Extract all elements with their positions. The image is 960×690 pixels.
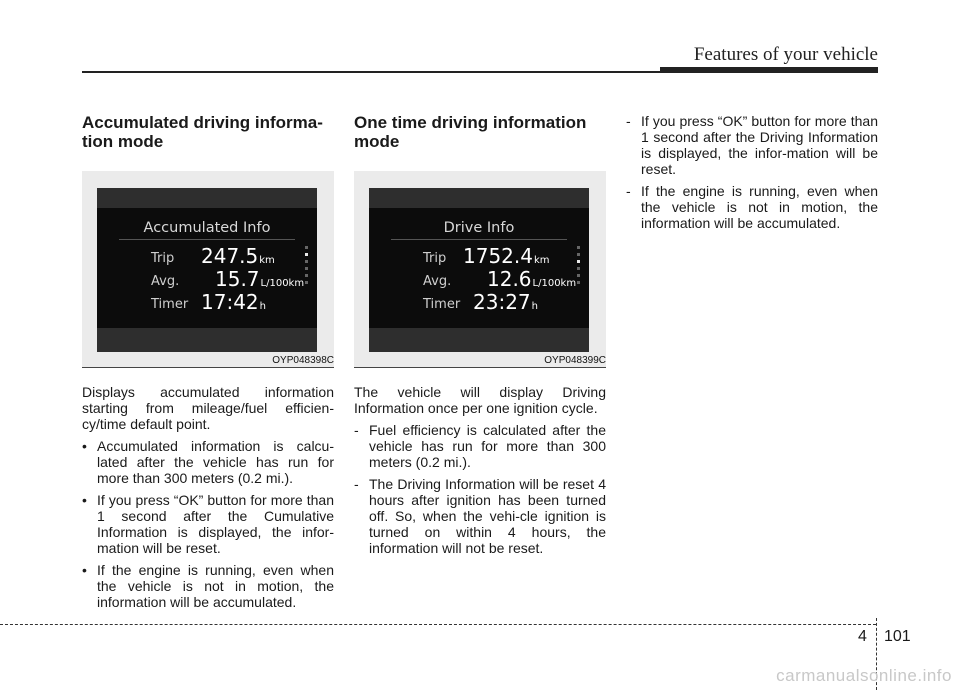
list-item: - The Driving Information will be reset 4 hours after ignition has been turned off. So, when the vehi-cle ignition is turned on within 4 hours, the information will not be reset. — [354, 476, 606, 556]
section-heading-accumulated: Accumulated driving informa- tion mode — [82, 113, 323, 151]
page-header-title: Features of your vehicle — [693, 44, 878, 65]
column-one-time — [354, 113, 606, 562]
screen-value: 23:27h — [473, 290, 538, 314]
screen-divider — [119, 239, 295, 240]
screen-label: Trip — [151, 251, 175, 266]
screen-row-trip — [369, 244, 589, 268]
bullet-list — [82, 438, 334, 610]
column-accumulated — [82, 113, 334, 616]
chapter-number: 4 — [858, 628, 867, 645]
footer-rule — [0, 624, 876, 625]
header-rule-accent — [660, 67, 878, 73]
screen-title: Drive Info — [443, 220, 515, 236]
page-indicator-dots — [305, 246, 309, 296]
page-indicator-dots — [577, 246, 581, 296]
section-heading-one-time: One time driving information mode — [354, 113, 587, 151]
figure-code: OYP048399C — [544, 355, 606, 366]
body-paragraph: The vehicle will display Driving Information once per one ignition cycle. — [354, 384, 606, 416]
cluster-screen-accumulated — [97, 188, 317, 352]
screen-row-avg — [369, 267, 589, 291]
screen-value: 247.5km — [201, 244, 275, 268]
body-paragraph: Displays accumulated information starting from mileage/fuel efficien-cy/time default point. — [82, 384, 334, 432]
cluster-screen-drive — [369, 188, 589, 352]
list-item: - If you press “OK” button for more than 1 second after the Driving Information is displayed, the infor-mation will be reset. — [626, 113, 878, 177]
screen-label: Avg. — [423, 274, 452, 289]
screen-value: 15.7L/100km — [215, 267, 305, 291]
list-item: - If the engine is running, even when the vehicle is not in motion, the information will be accumulated. — [626, 183, 878, 231]
list-item: • If you press “OK” button for more than 1 second after the Cumulative Information is displayed, the infor-mation will be reset. — [82, 492, 334, 556]
screen-label: Avg. — [151, 274, 180, 289]
header-rule — [82, 71, 660, 73]
screen-row-timer — [97, 290, 317, 314]
list-item: - Fuel efficiency is calculated after the vehicle has run for more than 300 meters (0.2 mi.). — [354, 422, 606, 470]
screen-unit: L/100km — [532, 278, 577, 289]
screen-row-avg — [97, 267, 317, 291]
dash-list — [354, 422, 606, 556]
screen-bottom-band — [369, 328, 589, 352]
column-continued — [626, 113, 878, 237]
screen-unit: h — [531, 301, 538, 312]
screen-label: Trip — [423, 251, 447, 266]
list-item: • If the engine is running, even when the vehicle is not in motion, the information will be accumulated. — [82, 562, 334, 610]
screen-value: 1752.4km — [463, 244, 550, 268]
figure-rule — [82, 367, 334, 368]
screen-unit: L/100km — [260, 278, 305, 289]
screen-row-trip — [97, 244, 317, 268]
screen-unit: km — [533, 255, 550, 266]
screen-bottom-band — [97, 328, 317, 352]
screen-label: Timer — [151, 297, 189, 312]
screen-unit: km — [259, 255, 275, 266]
list-item: • Accumulated information is calcu-lated after the vehicle has run for more than 300 meters (0.2 mi.). — [82, 438, 334, 486]
screen-title: Accumulated Info — [143, 220, 271, 236]
screen-value: 12.6L/100km — [487, 267, 577, 291]
figure-drive-info — [354, 171, 606, 367]
figure-rule — [354, 367, 606, 368]
figure-code: OYP048398C — [272, 355, 334, 366]
screen-label: Timer — [423, 297, 461, 312]
screen-unit: h — [259, 301, 266, 312]
screen-top-band — [97, 188, 317, 208]
screen-divider — [391, 239, 567, 240]
screen-top-band — [369, 188, 589, 208]
screen-row-timer — [369, 290, 589, 314]
watermark: carmanualsonline.info — [776, 666, 952, 685]
page-number: 101 — [884, 628, 911, 645]
screen-value: 17:42h — [201, 290, 266, 314]
dash-list — [626, 113, 878, 231]
figure-accumulated-info — [82, 171, 334, 367]
